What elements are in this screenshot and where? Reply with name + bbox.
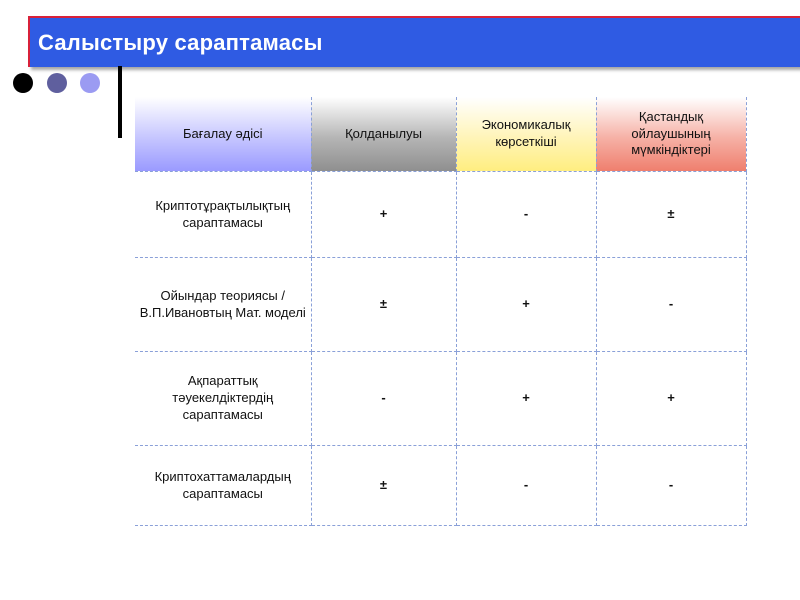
mark-cell: ± — [311, 446, 456, 526]
table-row — [135, 258, 746, 352]
row-method: Ойындар теориясы / В.П.Ивановтың Мат. моделі — [135, 258, 311, 352]
mark-cell: + — [311, 172, 456, 258]
mark-cell: - — [596, 446, 746, 526]
header-economic: Экономикалық көрсеткіші — [456, 97, 596, 172]
table-header-row — [135, 97, 746, 172]
header-adversary: Қастандық ойлаушының мүмкіндіктері — [596, 97, 746, 172]
mark-cell: + — [456, 258, 596, 352]
mark-cell: ± — [596, 172, 746, 258]
slide-title-bar — [28, 16, 800, 67]
mark-cell: ± — [311, 258, 456, 352]
vertical-divider — [118, 66, 122, 138]
table-row — [135, 446, 746, 526]
mark-cell: - — [596, 258, 746, 352]
mark-cell: - — [311, 352, 456, 446]
mark-cell: + — [456, 352, 596, 446]
bullet-dot-lavender — [80, 73, 100, 93]
row-method: Криптохаттамалардың сараптамасы — [135, 446, 311, 526]
mark-cell: - — [456, 446, 596, 526]
comparison-table — [135, 97, 747, 526]
mark-cell: + — [596, 352, 746, 446]
table-row — [135, 172, 746, 258]
header-method: Бағалау әдісі — [135, 97, 311, 172]
header-usage: Қолданылуы — [311, 97, 456, 172]
bullet-dot-purple — [47, 73, 67, 93]
bullet-dot-black — [13, 73, 33, 93]
row-method: Ақпараттық тәуекелдіктердің сараптамасы — [135, 352, 311, 446]
mark-cell: - — [456, 172, 596, 258]
slide-title: Салыстыру сараптамасы — [38, 30, 323, 55]
table-row — [135, 352, 746, 446]
row-method: Криптотұрақтылықтың сараптамасы — [135, 172, 311, 258]
